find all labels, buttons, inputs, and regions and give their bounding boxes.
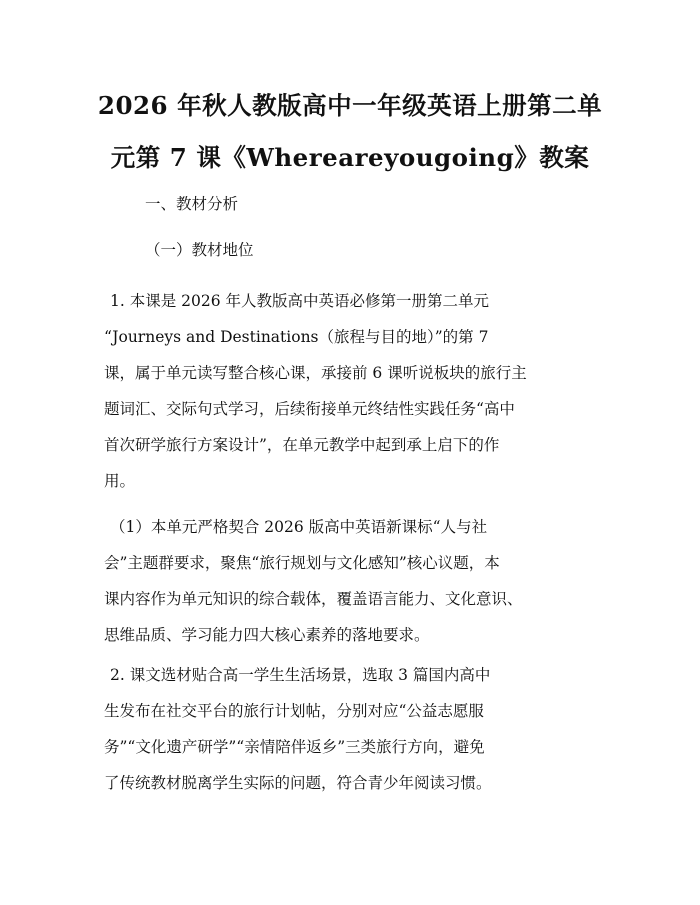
paragraph-1 — [104, 283, 600, 499]
paragraph-line: （1）本单元严格契合 2026 版高中英语新课标“人与社 — [110, 518, 488, 536]
title-line-1: 2026 年秋人教版高中一年级英语上册第二单 — [97, 91, 603, 120]
paragraph-line: “Journeys and Destinations（旅程与目的地）”的第 7 — [104, 328, 489, 346]
paragraph-2 — [104, 509, 600, 653]
subsection-heading: （一）教材地位 — [145, 241, 254, 259]
document-title — [60, 80, 640, 184]
paragraph-line: 生发布在社交平台的旅行计划帖，分别对应“公益志愿服 — [104, 702, 484, 720]
paragraph-line: 了传统教材脱离学生实际的问题，符合青少年阅读习惯。 — [104, 774, 492, 792]
paragraph-line: 思维品质、学习能力四大核心素养的落地要求。 — [104, 626, 430, 644]
paragraph-line: 2. 课文选材贴合高一学生生活场景，选取 3 篇国内高中 — [110, 666, 491, 684]
paragraph-line: 用。 — [104, 472, 136, 490]
paragraph-line: 课，属于单元读写整合核心课，承接前 6 课听说板块的旅行主 — [104, 364, 527, 382]
paragraph-line: 1. 本课是 2026 年人教版高中英语必修第一册第二单元 — [110, 292, 490, 310]
title-line-2: 元第 7 课《Whereareyougoing》教案 — [110, 143, 590, 172]
paragraph-line: 题词汇、交际句式学习，后续衔接单元终结性实践任务“高中 — [104, 400, 515, 418]
section-heading: 一、教材分析 — [145, 195, 239, 213]
paragraph-line: 课内容作为单元知识的综合载体，覆盖语言能力、文化意识、 — [104, 590, 523, 608]
paragraph-3 — [104, 657, 600, 801]
paragraph-line: 会”主题群要求，聚焦“旅行规划与文化感知”核心议题，本 — [104, 554, 500, 572]
paragraph-line: 首次研学旅行方案设计”，在单元教学中起到承上启下的作 — [104, 436, 500, 454]
paragraph-line: 务”“文化遗产研学”“亲情陪伴返乡”三类旅行方向，避免 — [104, 738, 485, 756]
